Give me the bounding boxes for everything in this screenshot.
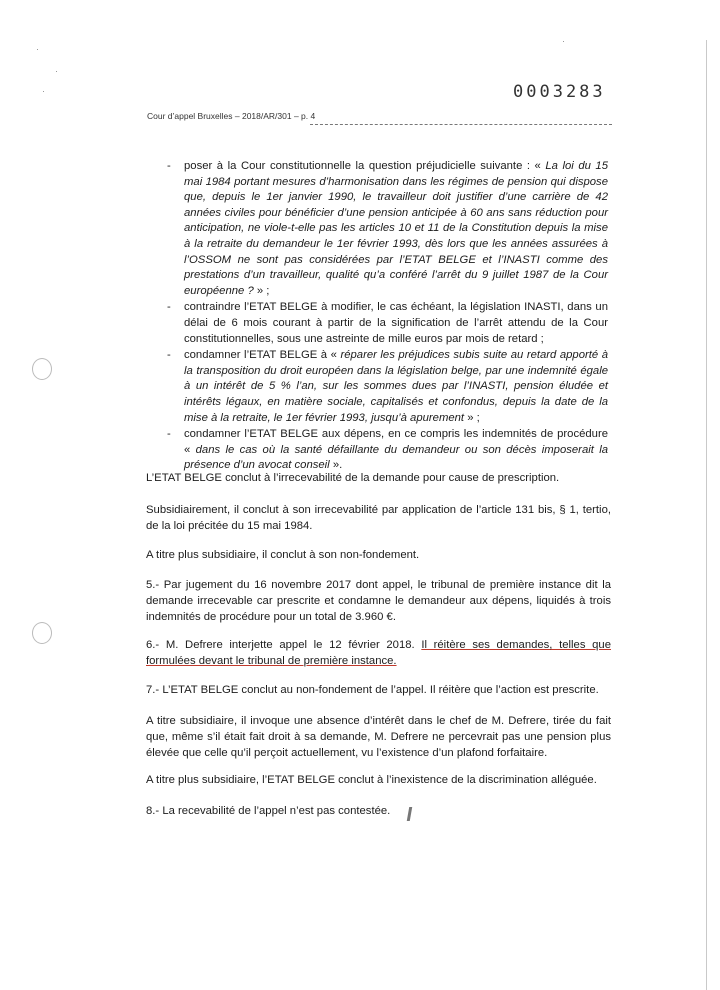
paragraph-non-fondement: A titre plus subsidiaire, il conclut à son non-fondement.: [146, 549, 420, 561]
paragraph-subsidiairement: Subsidiairement, il conclut à son irrecevabilité par application de l’article 131 bis, § 1, tertio, de la loi précitée du 15 mai 1984.: [146, 504, 611, 532]
list-item-tail: » ;: [253, 284, 270, 297]
paragraph-6-appel: [146, 637, 611, 669]
paragraph-6-lead: 6.- M. Defrere interjette appel le 12 février 2018.: [146, 639, 422, 651]
list-item-lead: condamner l’ETAT BELGE à «: [184, 349, 341, 362]
list-item-tail: » ;: [464, 411, 480, 424]
list-item: [184, 427, 608, 474]
list-item: [184, 159, 608, 299]
list-item-lead: condamner l’ETAT BELGE aux dépens, en ce compris les indemnités de procédure «: [184, 428, 608, 456]
list-item: [184, 300, 608, 347]
scan-speck: ·: [42, 86, 45, 96]
scan-speck: ·: [562, 36, 565, 46]
paragraph-5-jugement: 5.- Par jugement du 16 novembre 2017 dont appel, le tribunal de première instance dit la demande irrecevable car prescrite et condamne le demandeur aux dépens, liquidés à trois indemnités de procédure pour un total de 3.960 €.: [146, 579, 611, 623]
scan-speck: ·: [55, 66, 58, 76]
paragraph-8-recevabilite: 8.- La recevabilité de l’appel n’est pas contestée.: [146, 805, 391, 817]
demand-list: [184, 159, 608, 475]
list-item-quote: réparer les préjudices subis suite au retard apporté à la transposition du droit européen dans la législation belge, par une indemnité égale à un intérêt de 5 % l’an, sur les sommes dues par l’INASTI, pension éludée et intérêts légaux, en matière sociale, capitalisés et confondus, depuis la date de la mise à la retraite, le 1er février 1993, jusqu’à apurement: [184, 349, 608, 424]
paragraph-discrimination: A titre plus subsidiaire, l’ETAT BELGE conclut à l’inexistence de la discrimination alléguée.: [146, 774, 597, 786]
page-edge-line: [706, 40, 707, 990]
list-item-quote: dans le cas où la santé défaillante du demandeur ou son décès imposerait la présence d’un avocat conseil: [184, 443, 609, 472]
punch-hole-mark: [32, 622, 52, 644]
page-header: Cour d’appel Bruxelles – 2018/AR/301 – p. 4: [147, 111, 316, 121]
list-item-lead: poser à la Cour constitutionnelle la question préjudicielle suivante : «: [184, 160, 546, 172]
scan-speck: ·: [36, 44, 39, 54]
list-item: [184, 348, 608, 426]
paragraph-absence-interet: A titre subsidiaire, il invoque une absence d’intérêt dans le chef de M. Defrere, tirée du fait que, même s’il était fait droit à sa demande, M. Defrere ne percevrait pas une pension plus élevée que celle qu’il perçoit actuellement, vu l’existence d’un plafond forfaitaire.: [146, 715, 611, 759]
document-number: 0003283: [513, 82, 606, 102]
paragraph-6-underlined: Il réitère ses demandes, telles que formulées devant le tribunal de première instance.: [146, 639, 611, 667]
list-item-lead: contraindre l’ETAT BELGE à modifier, le cas échéant, la législation INASTI, dans un délai de 6 mois courant à partir de la signification de l’arrêt attendu de la Cour constitutionnelles, sous une astreinte de mille euros par mois de retard ;: [184, 301, 608, 345]
header-rule: [310, 124, 612, 125]
paragraph-irrecevabilite: L’ETAT BELGE conclut à l’irrecevabilité de la demande pour cause de prescription.: [146, 472, 560, 484]
paragraph-7-conclusions: 7.- L’ETAT BELGE conclut au non-fondement de l’appel. Il réitère que l’action est prescrite.: [146, 684, 599, 696]
punch-hole-mark: [32, 358, 52, 380]
list-item-quote: La loi du 15 mai 1984 portant mesures d’harmonisation dans les régimes de pension qui dispose que, depuis le 1er janvier 1990, le travailleur doit justifier d’une carrière de 42 années civiles pour bénéficier d’une pension anticipée à 60 ans sans réduction pour anticipation, ne viole-t-elle pas les articles 10 et 11 de la Constitution depuis la mise à la retraite du demandeur le 1er février 1993, dès lors que les années assurées à l’OSSOM ne sont pas considérées par l’ETAT BELGE et l’INASTI comme des prestations d’un travailleur, qualité qu’a conféré l’arrêt du 9 juillet 1987 de la Cour européenne ?: [184, 160, 608, 297]
list-item-tail: ».: [329, 459, 343, 472]
